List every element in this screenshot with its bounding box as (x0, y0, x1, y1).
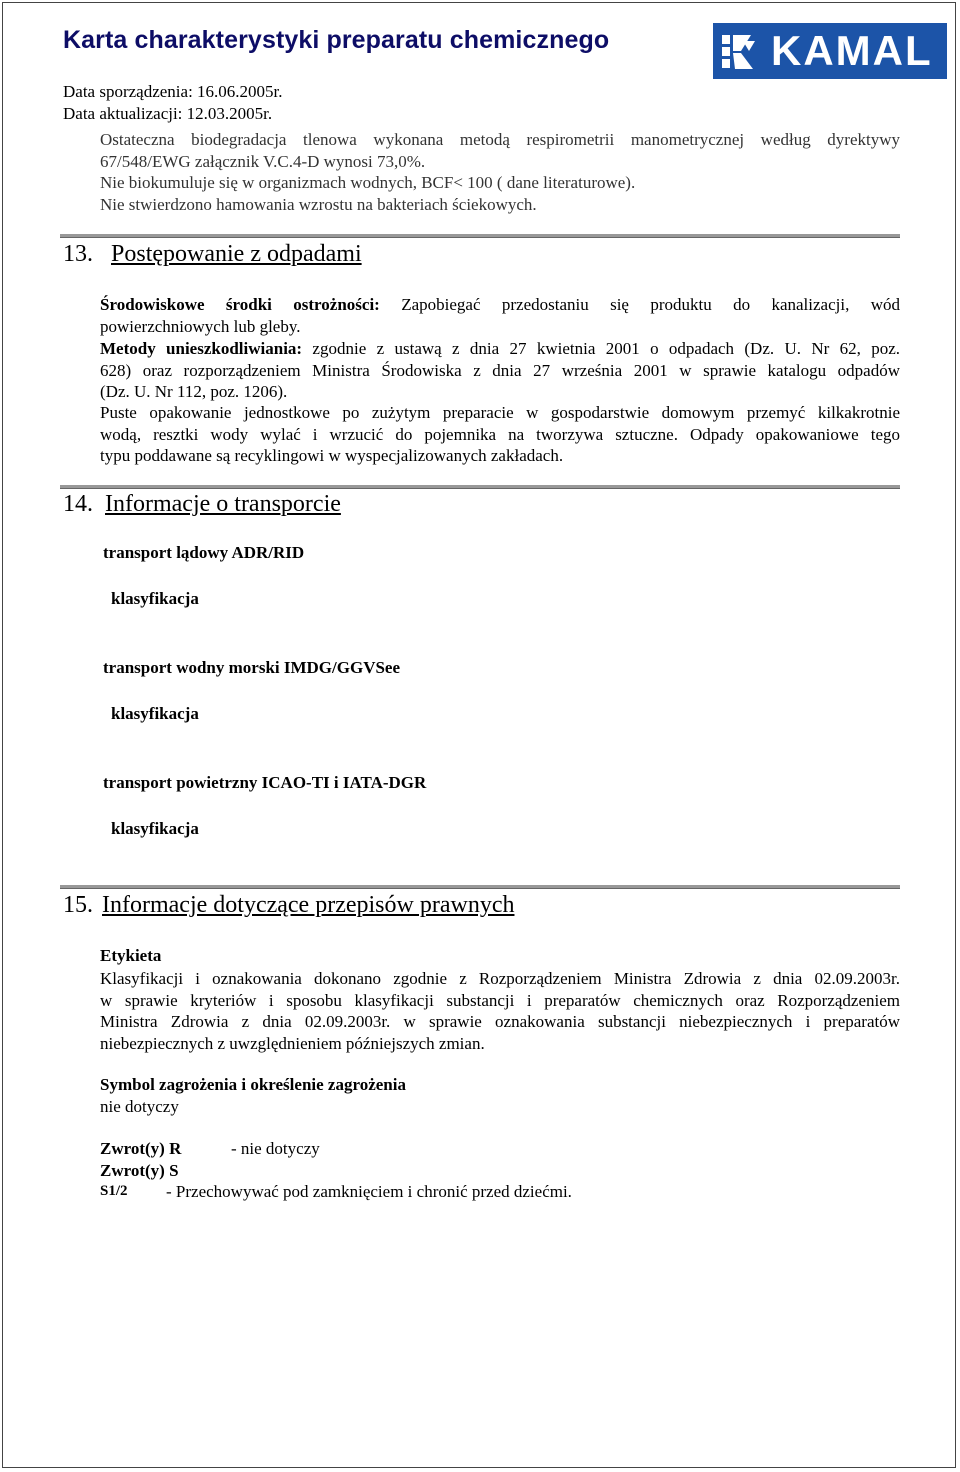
section14-heading (63, 491, 341, 518)
label-line-1: Klasyfikacji i oznakowania dokonano zgodnie z Rozporządzeniem Ministra Zdrowia z dnia 02.09.2003r. (100, 969, 900, 988)
methods-text-2: 628) oraz rozporządzeniem Ministra Środowiska z dnia 27 września 2001 w sprawie katalogu odpadów (100, 360, 900, 380)
r-phrases-value: - nie dotyczy (231, 1139, 320, 1158)
section14-number: 14. (63, 491, 93, 517)
env-text-2: powierzchniowych lub gleby. (100, 316, 301, 336)
creation-date: Data sporządzenia: 16.06.2005r. (63, 82, 283, 101)
section-divider (60, 885, 900, 889)
section12-line-1: Ostateczna biodegradacja tlenowa wykonana metodą respirometrii manometrycznej według dyrektywy (100, 130, 900, 149)
transport-land-classification: klasyfikacja (111, 589, 199, 608)
logo-mark-icon (713, 23, 769, 79)
section14-title: Informacje o transporcie (105, 491, 341, 517)
transport-sea-classification: klasyfikacja (111, 704, 199, 723)
env-label: Środowiskowe środki ostrożności: (100, 295, 380, 314)
transport-sea-heading: transport wodny morski IMDG/GGVSee (103, 658, 401, 677)
s-phrase-code: S1/2 (100, 1183, 128, 1199)
s-phrases-label: Zwrot(y) S (100, 1161, 179, 1180)
env-text-1: Zapobiegać przedostaniu się produktu do kanalizacji, wód (379, 295, 900, 314)
section13-methods (100, 338, 900, 403)
section12-line-3: Nie biokumuluje się w organizmach wodnych, BCF< 100 ( dane literaturowe). (100, 173, 636, 193)
document-title: Karta charakterystyki preparatu chemicznego (63, 26, 610, 54)
section15-number: 15. (63, 892, 93, 918)
label-heading: Etykieta (100, 946, 162, 965)
transport-air-classification: klasyfikacja (111, 819, 199, 838)
hazard-value: nie dotyczy (100, 1097, 179, 1116)
section-divider (60, 234, 900, 238)
kamal-logo (713, 23, 947, 79)
section12-line-2: 67/548/EWG załącznik V.C.4-D wynosi 73,0%. (100, 151, 426, 171)
label-line-4: niebezpiecznych z uwzględnieniem późniejszych zmian. (100, 1033, 485, 1053)
transport-land-heading: transport lądowy ADR/RID (103, 543, 305, 562)
section13-packaging (100, 402, 900, 467)
label-text (100, 968, 900, 1054)
logo-text: KAMAL (771, 27, 933, 74)
label-line-3: Ministra Zdrowia z dnia 02.09.2003r. w sprawie oznakowania substancji niebezpiecznych i preparatów (100, 1012, 900, 1032)
section13-number: 13. (63, 241, 93, 267)
section12-text (100, 129, 900, 215)
r-phrases-label: Zwrot(y) R (100, 1139, 182, 1158)
label-line-2: w sprawie kryteriów i sposobu klasyfikacji substancji i preparatów chemicznych oraz Rozporządzeniem (100, 990, 900, 1010)
transport-air-heading: transport powietrzny ICAO-TI i IATA-DGR (103, 773, 427, 792)
section-divider (60, 485, 900, 489)
methods-text-1: zgodnie z ustawą z dnia 27 kwietnia 2001 o odpadach (Dz. U. Nr 62, poz. (302, 339, 901, 358)
methods-label: Metody unieszkodliwiania: (100, 339, 303, 358)
s-phrase-text: - Przechowywać pod zamknięciem i chronić przed dziećmi. (166, 1182, 572, 1201)
section13-title: Postępowanie z odpadami (111, 241, 362, 267)
packaging-line-1: Puste opakowanie jednostkowe po zużytym preparacie w gospodarstwie domowym przemyć kilkakrotnie (100, 403, 900, 422)
section15-title: Informacje dotyczące przepisów prawnych (102, 892, 515, 918)
packaging-line-3: typu poddawane są recyklingowi w wyspecjalizowanych zakładach. (100, 446, 564, 466)
env-line-1 (100, 294, 900, 316)
page-border (2, 2, 956, 1468)
section13-heading (63, 241, 362, 268)
update-date: Data aktualizacji: 12.03.2005r. (63, 104, 273, 123)
section13-environment (100, 294, 900, 337)
section12-line-4: Nie stwierdzono hamowania wzrostu na bakteriach ściekowych. (100, 194, 537, 214)
hazard-heading: Symbol zagrożenia i określenie zagrożenia (100, 1075, 406, 1094)
methods-text-3: (Dz. U. Nr 112, poz. 1206). (100, 382, 288, 402)
methods-line-1 (100, 338, 900, 360)
section15-heading (63, 892, 514, 919)
packaging-line-2: wodą, resztki wody wylać i wrzucić do pojemnika na tworzywa sztuczne. Odpady opakowaniowe tego (100, 424, 900, 444)
